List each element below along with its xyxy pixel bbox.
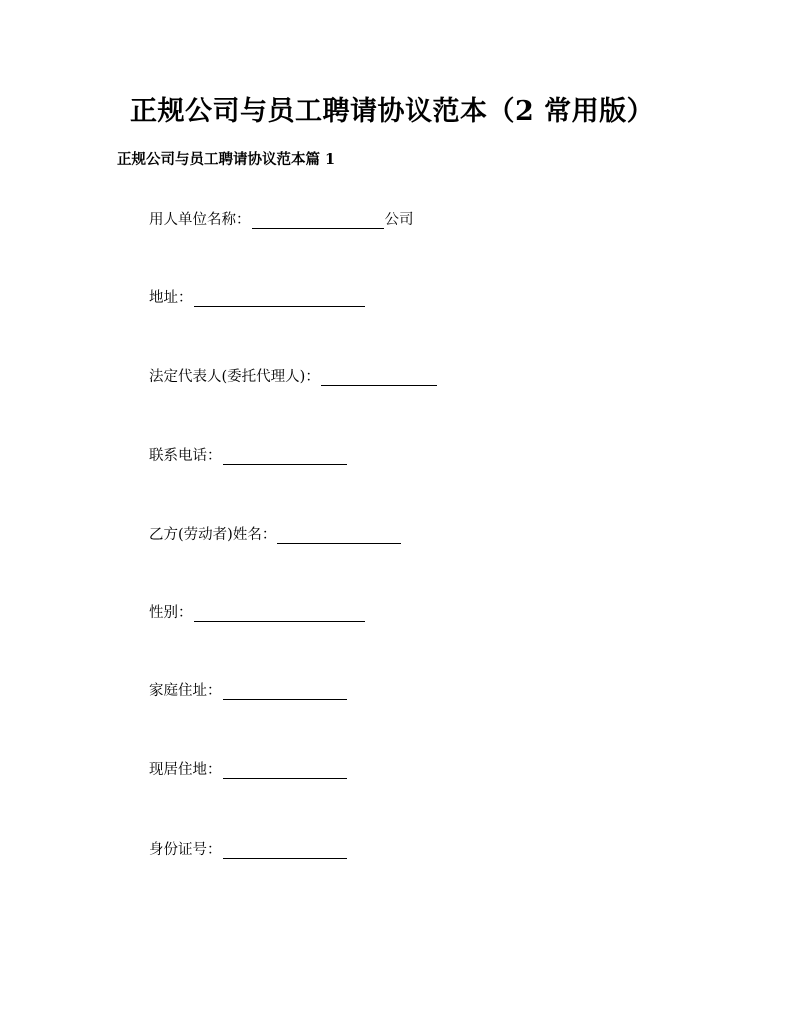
blank-line[interactable] bbox=[252, 215, 384, 229]
field-phone bbox=[149, 445, 347, 467]
field-label: 身份证号： bbox=[149, 842, 222, 858]
field-label: 联系电话： bbox=[149, 448, 222, 464]
field-suffix: 公司 bbox=[384, 212, 414, 228]
field-employer-name bbox=[149, 209, 414, 231]
field-legal-representative bbox=[149, 366, 437, 388]
blank-line[interactable] bbox=[194, 293, 365, 307]
field-id-number bbox=[149, 839, 347, 861]
document-title: 正规公司与员工聘请协议范本（2 常用版） bbox=[130, 96, 655, 127]
field-label: 现居住地： bbox=[149, 762, 222, 778]
field-label: 性别： bbox=[149, 605, 193, 621]
field-address bbox=[149, 287, 365, 309]
blank-line[interactable] bbox=[321, 372, 437, 386]
blank-line[interactable] bbox=[277, 530, 401, 544]
blank-line[interactable] bbox=[223, 686, 347, 700]
field-label: 用人单位名称： bbox=[149, 212, 251, 228]
blank-line[interactable] bbox=[223, 765, 347, 779]
field-current-residence bbox=[149, 759, 347, 781]
field-label: 乙方(劳动者)姓名： bbox=[149, 527, 277, 543]
field-home-address bbox=[149, 680, 347, 702]
section-heading: 正规公司与员工聘请协议范本篇 1 bbox=[117, 151, 336, 168]
field-label: 家庭住址： bbox=[149, 683, 222, 699]
field-gender bbox=[149, 602, 365, 624]
blank-line[interactable] bbox=[194, 608, 365, 622]
field-label: 法定代表人(委托代理人)： bbox=[149, 369, 320, 385]
blank-line[interactable] bbox=[223, 451, 347, 465]
field-employee-name bbox=[149, 524, 401, 546]
blank-line[interactable] bbox=[223, 845, 347, 859]
field-label: 地址： bbox=[149, 290, 193, 306]
